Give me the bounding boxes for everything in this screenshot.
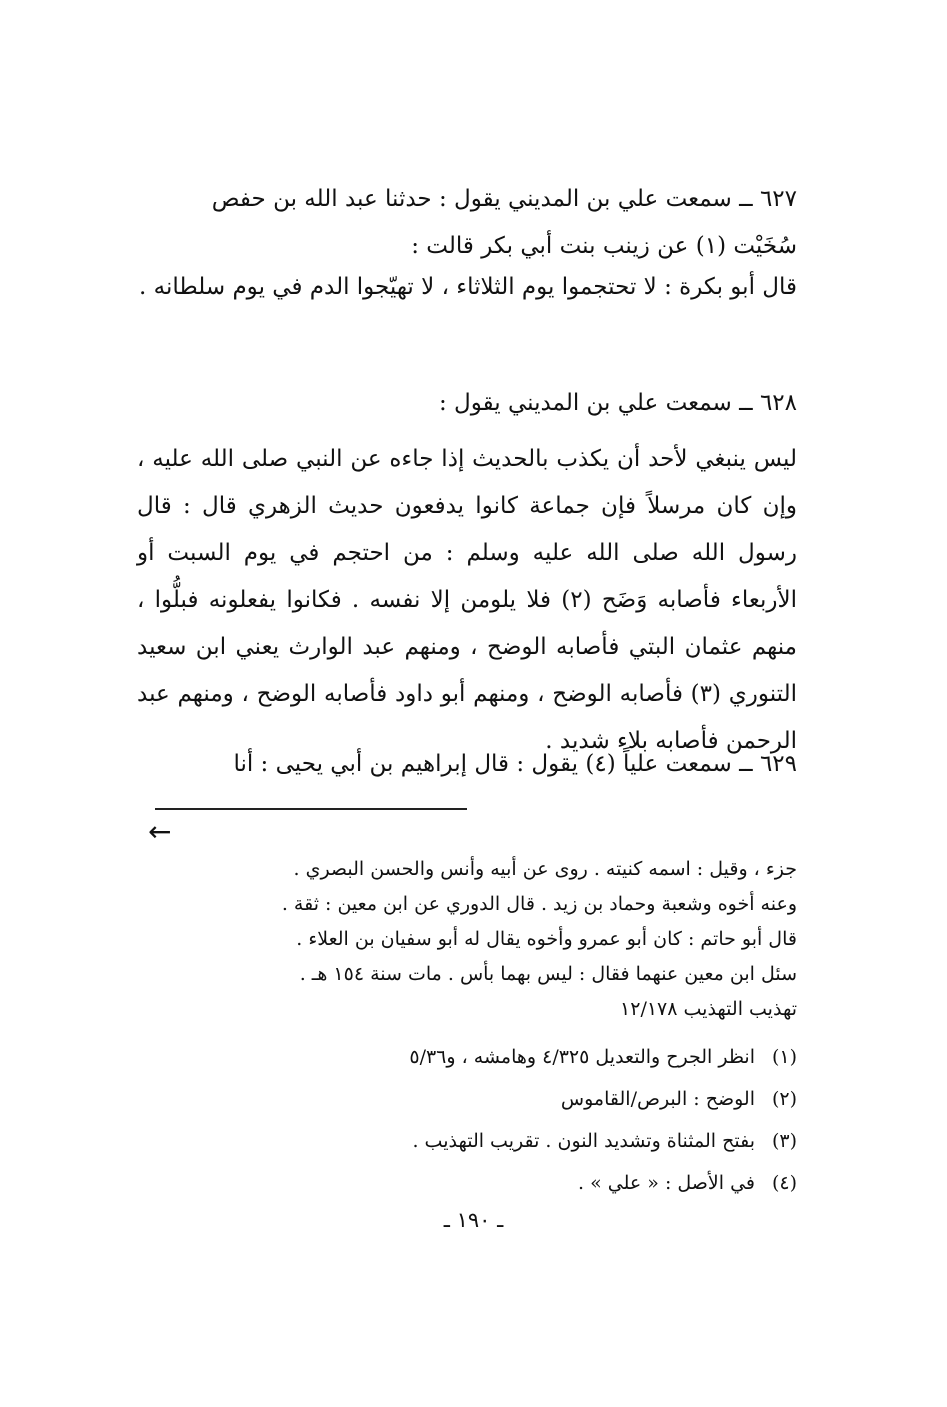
hadith-627-heading (137, 176, 797, 270)
hadith-627-line-1: ٦٢٧ ــ سمعت علي بن المديني يقول : حدثنا عبد الله بن حفص (211, 186, 797, 212)
continuation-arrow-icon: ← (148, 815, 172, 848)
footnote-separator (155, 808, 467, 810)
hadith-628-text: ليس ينبغي لأحد أن يكذب بالحديث إذا جاءه عن النبي صلى الله عليه ، وإن كان مرسلاً فإن جماعة كانوا يدفعون حديث الزهري قال : قال رسول الله صلى الله عليه وسلم : من احتجم في يوم السبت أو الأربعاء فأصابه وَضَح (٢) فلا يلومن إلا نفسه . فكانوا يفعلونه فبلُّوا ، منهم عثمان البتي فأصابه الوضح ، ومنهم عبد الوارث يعني ابن سعيد التنوري (٣) فأصابه الوضح ، ومنهم أبو داود فأصابه الوضح ، ومنهم عبد الرحمن فأصابه بلاء شديد . (137, 446, 797, 754)
footnote-text: انظر الجرح والتعديل ٤/٣٢٥ وهامشه ، و٥/٣٦ (409, 1046, 755, 1068)
footnote-number: (١) (771, 1046, 797, 1068)
footnote-continuation-line: قال أبو حاتم : كان أبو عمرو وأخوه يقال له أبو سفيان بن العلاء . (296, 928, 797, 950)
footnote-continuation-line: وعنه أخوه وشعبة وحماد بن زيد . قال الدوري عن ابن معين : ثقة . (281, 893, 797, 915)
hadith-628-heading: ٦٢٨ ــ سمعت علي بن المديني يقول : (438, 390, 797, 416)
footnote-continuation-line: جزء ، وقيل : اسمه كنيته . روى عن أبيه وأنس والحسن البصري . (293, 858, 797, 880)
footnote-number: (٣) (771, 1130, 797, 1152)
footnote-number: (٢) (771, 1088, 797, 1110)
hadith-627-line-2: سُخَيْت (١) عن زينب بنت أبي بكر قالت : (411, 233, 797, 259)
footnote-continuation (157, 852, 797, 1027)
footnote-list (137, 1036, 797, 1204)
footnote-4 (137, 1162, 797, 1204)
page-number: ـ ١٩٠ ـ (443, 1208, 504, 1232)
footnote-continuation-line: تهذيب التهذيب ١٢/١٧٨ (620, 998, 797, 1020)
footnote-2 (137, 1078, 797, 1120)
hadith-627-text: قال أبو بكرة : لا تحتجموا يوم الثلاثاء ، لا تهيّجوا الدم في يوم سلطانه . (139, 274, 797, 300)
hadith-629-heading: ٦٢٩ ــ سمعت علياً (٤) يقول : قال إبراهيم بن أبي يحيى : أنا (233, 751, 797, 777)
footnote-1 (137, 1036, 797, 1078)
footnote-number: (٤) (771, 1172, 797, 1194)
footnote-3 (137, 1120, 797, 1162)
footnote-text: في الأصل : « علي » . (578, 1172, 755, 1194)
footnote-text: الوضح : البرص/القاموس (560, 1088, 755, 1110)
footnote-text: بفتح المثناة وتشديد النون . تقريب التهذيب . (412, 1130, 755, 1152)
footnote-continuation-line: سئل ابن معين عنهما فقال : ليس بهما بأس . مات سنة ١٥٤ هـ . (299, 963, 797, 985)
